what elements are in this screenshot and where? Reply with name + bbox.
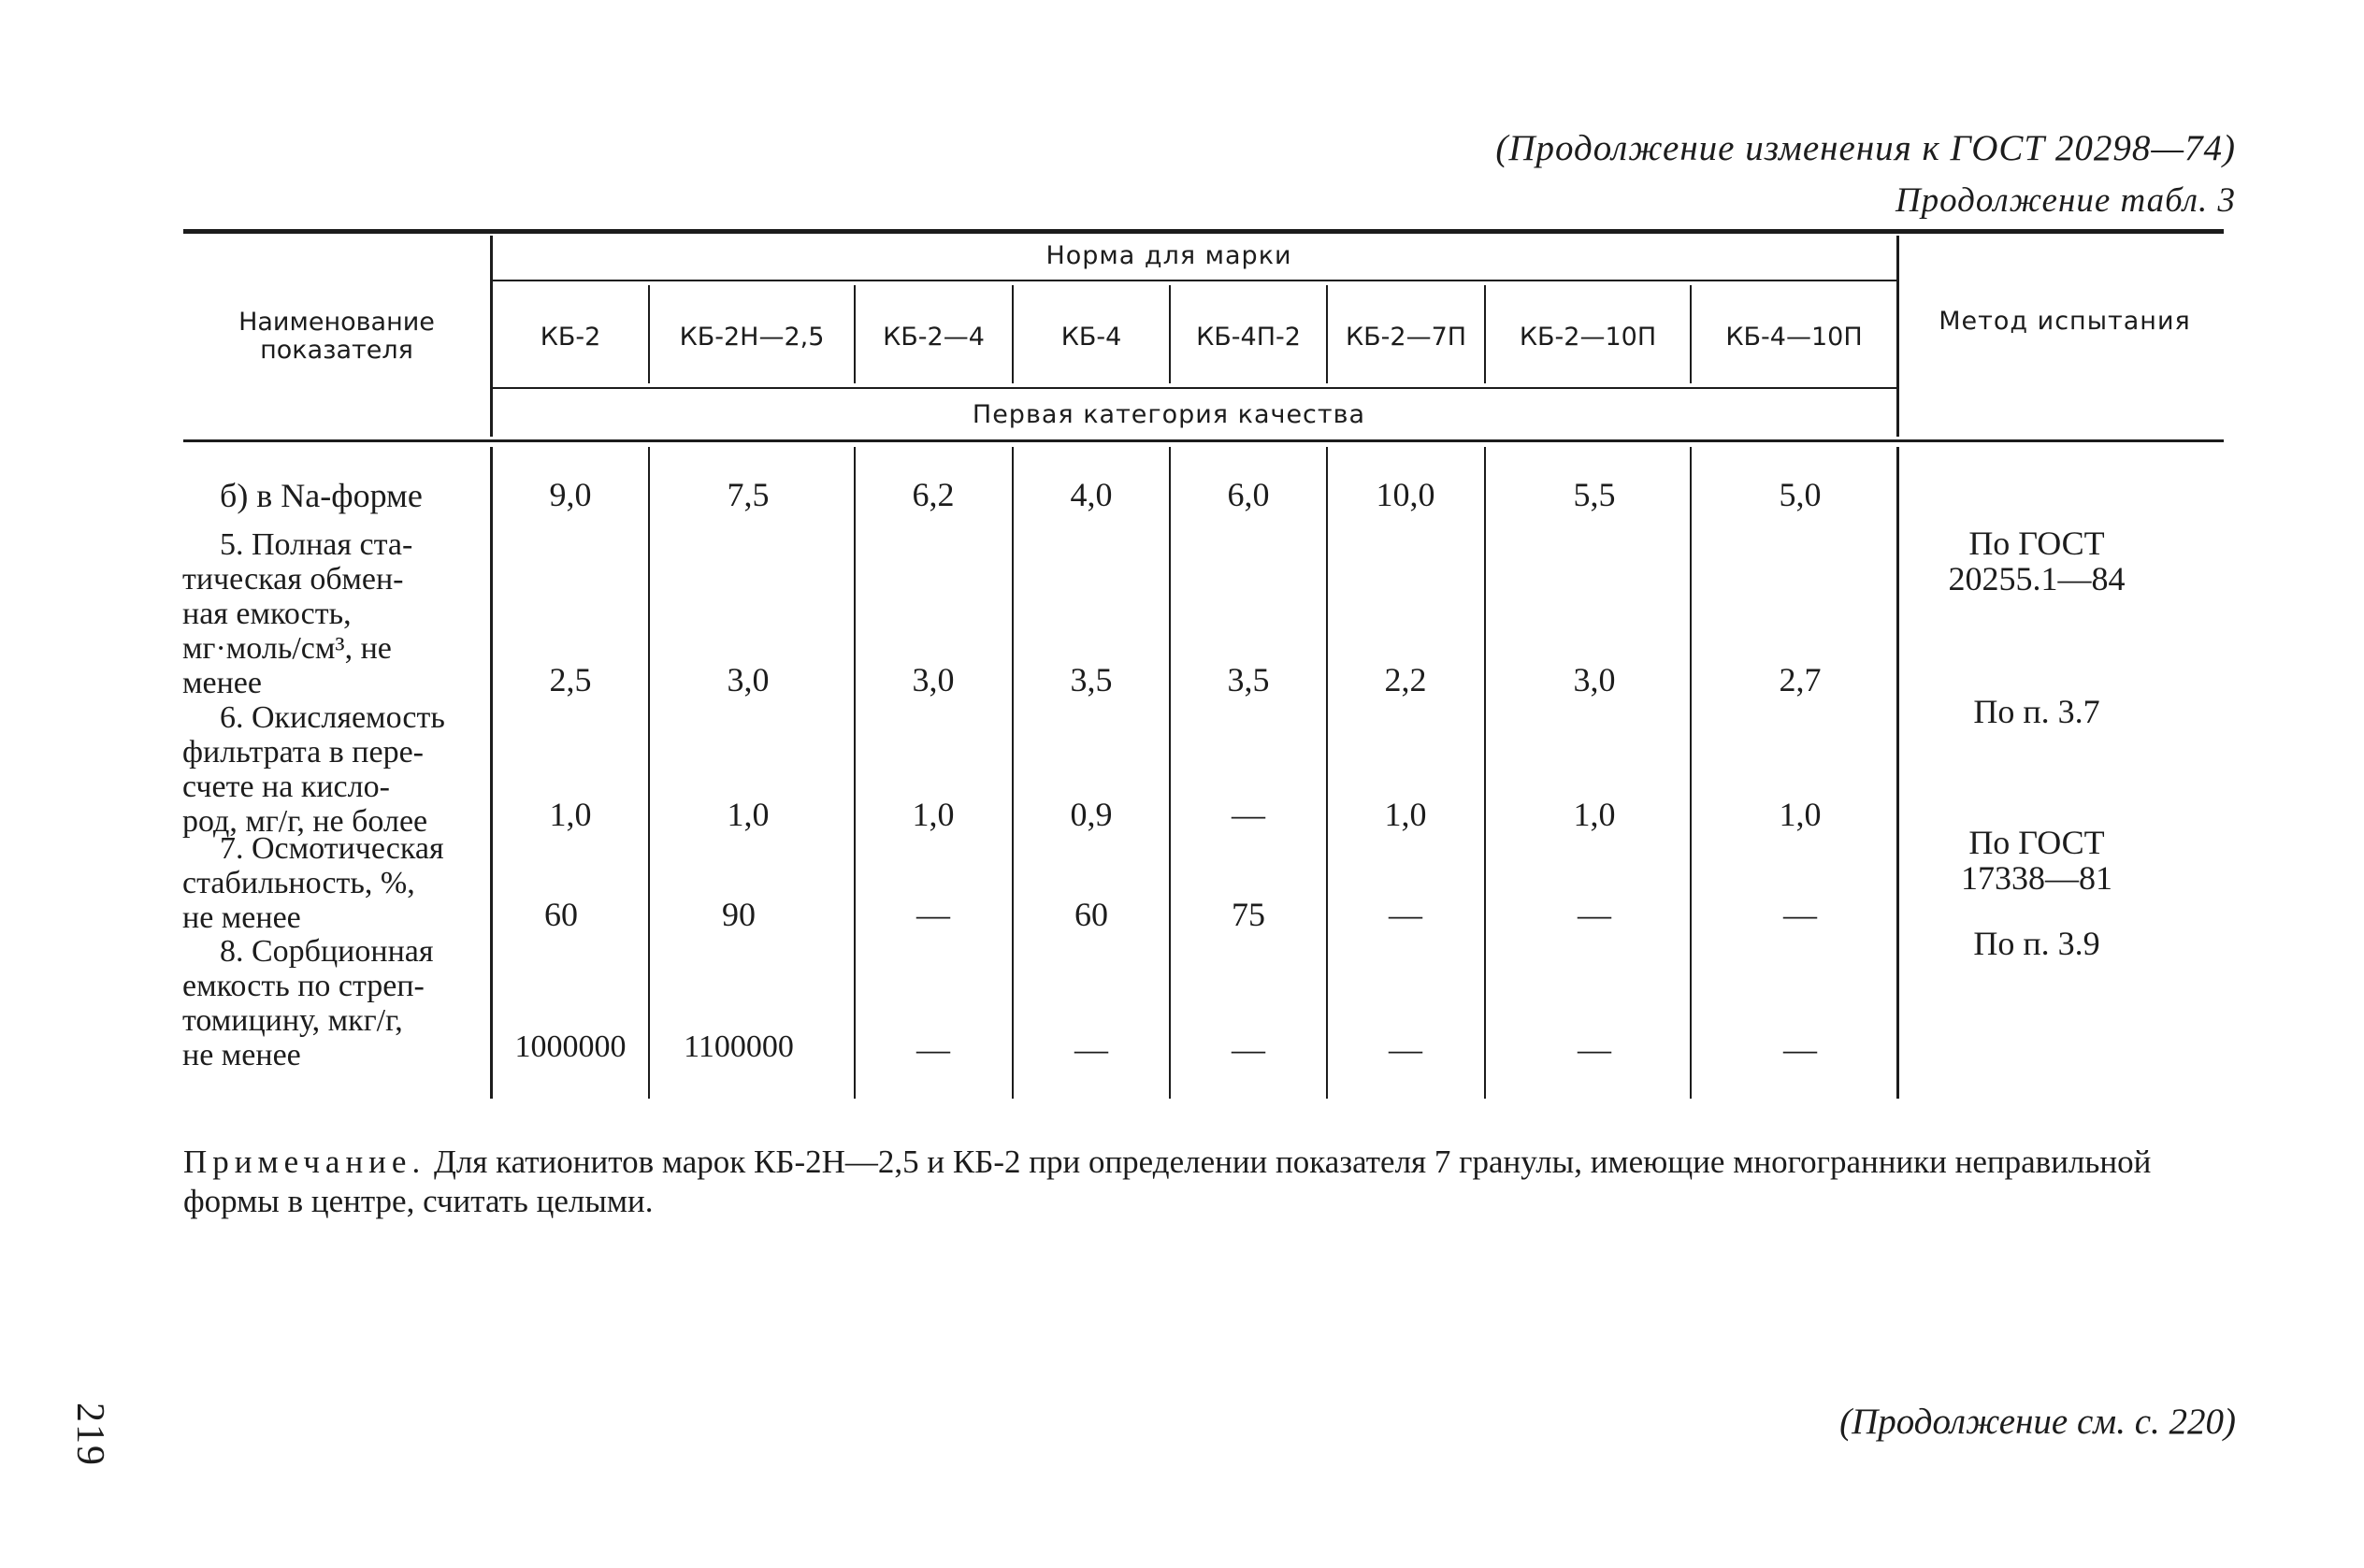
body-divider [1484, 447, 1486, 1099]
value-cell: — [1389, 896, 1422, 933]
row-name-line: 7. Осмотическая [220, 831, 444, 866]
row-name-line: не менее [182, 1038, 301, 1072]
value-cell: 75 [1232, 896, 1265, 933]
value-cell: 3,5 [1070, 661, 1113, 698]
value-cell: 3,0 [1573, 661, 1616, 698]
body-divider [1690, 447, 1692, 1099]
category-header: Первая категория качества [972, 400, 1366, 429]
brand-label: КБ-4 [1060, 323, 1122, 352]
row-name-line: род, мг/г, не более [182, 804, 428, 839]
continuation-header: (Продолжение изменения к ГОСТ 20298—74) [1495, 128, 2236, 168]
method-header: Метод испытания [1939, 307, 2191, 336]
value-cell: 1,0 [1779, 796, 1822, 833]
row-name-line: емкость по стреп- [182, 969, 425, 1003]
row-name-line: б) в Na-форме [220, 477, 423, 514]
table-note [183, 1143, 2222, 1221]
value-cell: 1000000 [514, 1029, 627, 1064]
brand-row-rule [493, 387, 1896, 389]
method-line: 20255.1—84 [1948, 560, 2126, 597]
value-cell: 10,0 [1376, 476, 1435, 513]
value-cell: 4,0 [1070, 476, 1113, 513]
value-cell: 60 [544, 896, 578, 933]
row-name-line: 5. Полная ста- [220, 527, 413, 562]
value-cell: 1100000 [684, 1029, 794, 1064]
value-cell: 2,5 [549, 661, 592, 698]
method-line: По п. 3.7 [1973, 693, 2100, 730]
value-cell: 2,7 [1779, 661, 1822, 698]
brand-label: КБ-2—7П [1345, 323, 1467, 352]
value-cell: 3,0 [727, 661, 770, 698]
brand-label: КБ-2—4 [883, 323, 985, 352]
value-cell: 3,5 [1227, 661, 1270, 698]
value-cell: — [1578, 896, 1611, 933]
value-cell: 3,0 [912, 661, 955, 698]
method-line: По ГОСТ [1968, 824, 2105, 861]
value-cell: 1,0 [912, 796, 955, 833]
table-continuation-label: Продолжение табл. 3 [1895, 181, 2236, 220]
method-line: По ГОСТ [1968, 525, 2105, 562]
table-header-bottom-rule [183, 439, 2224, 442]
value-cell: 1,0 [1384, 796, 1427, 833]
value-cell: — [1232, 796, 1265, 833]
brand-label: КБ-4—10П [1725, 323, 1863, 352]
note-text: Для катионитов марок КБ-2Н—2,5 и КБ-2 при определении показателя 7 гранулы, имеющие многогранники неправильной формы в центре, считать целыми. [183, 1144, 2152, 1219]
row-name-line: мг·моль/см³, не [182, 631, 392, 666]
body-divider-name [490, 447, 493, 1099]
method-line: По п. 3.9 [1973, 925, 2100, 962]
body-divider [648, 447, 650, 1099]
value-cell: — [1783, 1030, 1817, 1068]
row-name-line: фильтрата в пере- [182, 735, 425, 770]
body-divider [854, 447, 856, 1099]
value-cell: 6,2 [912, 476, 955, 513]
value-cell: — [1232, 1030, 1265, 1068]
value-cell: 6,0 [1227, 476, 1270, 513]
value-cell: 9,0 [549, 476, 592, 513]
row-name-line: 6. Окисляемость [220, 700, 445, 735]
value-cell: 1,0 [727, 796, 770, 833]
page-number: 219 [68, 1403, 111, 1467]
value-cell: — [916, 896, 950, 933]
brand-label: КБ-4П-2 [1196, 323, 1301, 352]
row-name-line: тическая обмен- [182, 562, 404, 597]
row-name-line: 8. Сорбционная [220, 934, 434, 969]
note-label: Примечание. [183, 1144, 426, 1180]
value-cell: 60 [1074, 896, 1108, 933]
row-name-line: стабильность, %, [182, 866, 415, 900]
brand-label: КБ-2 [540, 323, 601, 352]
value-cell: 5,5 [1573, 476, 1616, 513]
value-cell: — [1578, 1030, 1611, 1068]
value-cell: 7,5 [727, 476, 770, 513]
continuation-footer: (Продолжение см. с. 220) [1839, 1402, 2236, 1442]
body-divider [1012, 447, 1014, 1099]
row-name-line: ная емкость, [182, 597, 352, 631]
value-cell: — [916, 1030, 950, 1068]
value-cell: 0,9 [1070, 796, 1113, 833]
row-name-line: счете на кисло- [182, 770, 390, 804]
value-cell: — [1074, 1030, 1108, 1068]
group-header: Норма для марки [1045, 241, 1292, 270]
value-cell: 1,0 [549, 796, 592, 833]
group-header-rule [493, 280, 1896, 281]
value-cell: — [1783, 896, 1817, 933]
col-name-header: Наименование показателя [238, 308, 435, 365]
table-top-rule [183, 229, 2224, 234]
body-divider [1326, 447, 1328, 1099]
row-name-line: менее [182, 666, 262, 700]
method-line: 17338—81 [1961, 859, 2112, 897]
col-divider-method [1896, 236, 1899, 437]
value-cell: 1,0 [1573, 796, 1616, 833]
brand-label: КБ-2—10П [1519, 323, 1657, 352]
value-cell: 5,0 [1779, 476, 1822, 513]
value-cell: 2,2 [1384, 661, 1427, 698]
brand-label: КБ-2Н—2,5 [679, 323, 825, 352]
value-cell: 90 [722, 896, 756, 933]
row-name-line: томицину, мкг/г, [182, 1003, 403, 1038]
row-name-line: не менее [182, 900, 301, 935]
body-divider [1169, 447, 1171, 1099]
value-cell: — [1389, 1030, 1422, 1068]
